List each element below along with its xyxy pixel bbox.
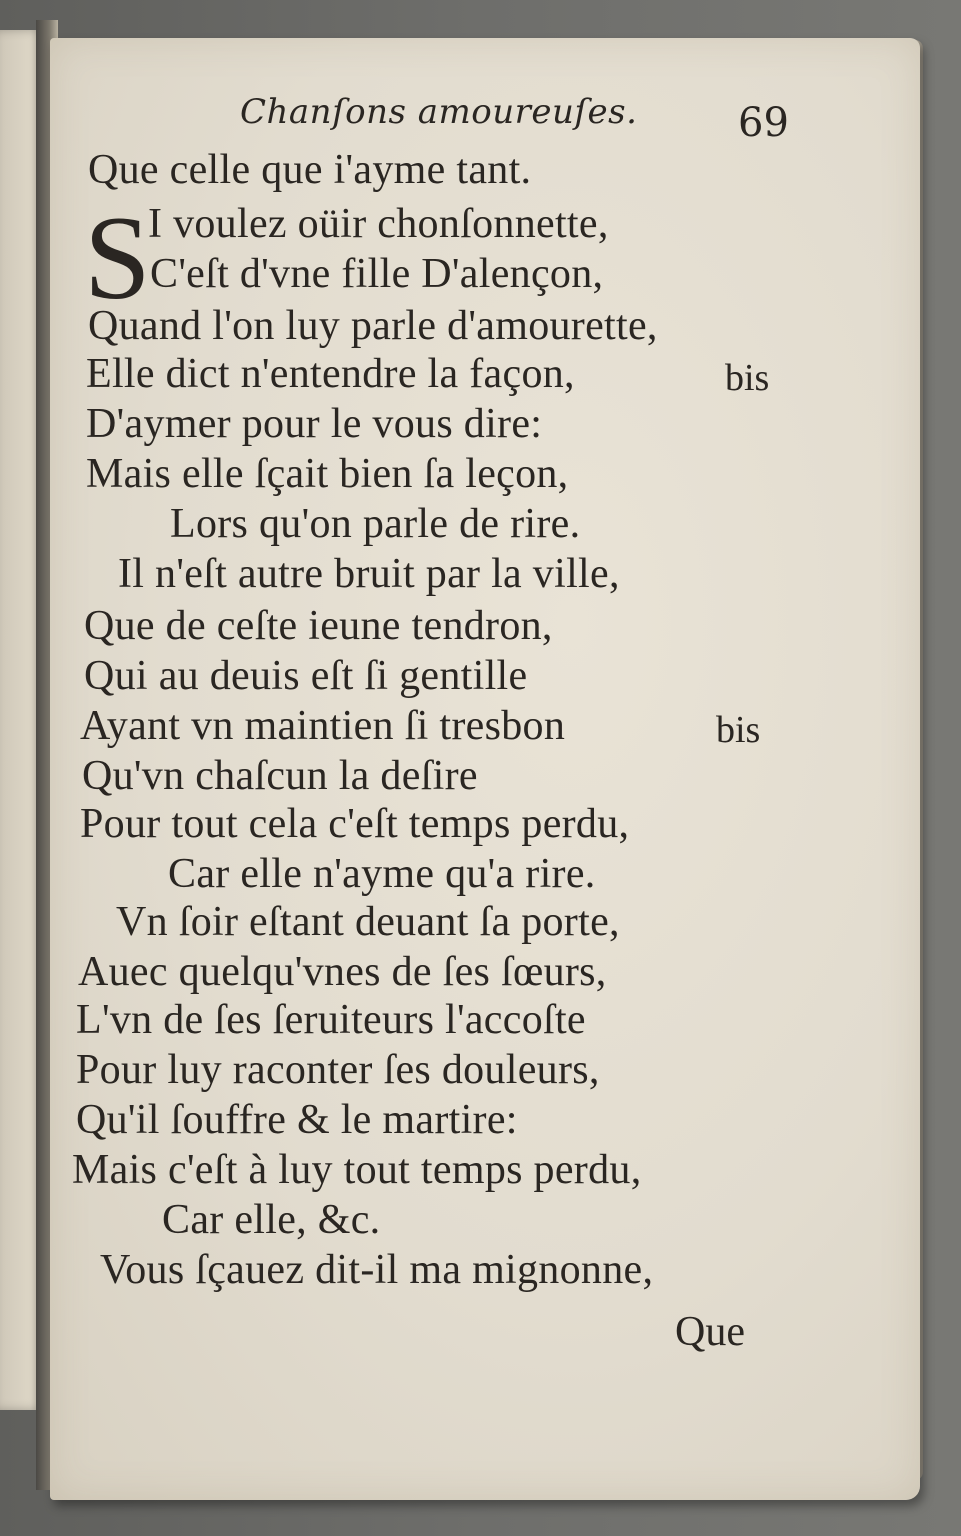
verse-line: Lors qu'on parle de rire.: [170, 501, 581, 547]
running-header: Chanſons amoureuſes.: [240, 92, 638, 132]
verse-line: Qu'vn chaſcun la deſire: [82, 753, 478, 799]
verse-line: Pour luy raconter ſes douleurs,: [76, 1047, 600, 1093]
verse-line: Qu'il ſouffre & le martire:: [76, 1097, 518, 1143]
verse-line: Vous ſçauez dit-il ma mignonne,: [100, 1247, 654, 1293]
verse-line: Car elle, &c.: [162, 1197, 381, 1243]
catchword: Que: [675, 1309, 745, 1355]
verse-line: C'eſt d'vne fille D'alençon,: [150, 251, 604, 297]
verse-line: Vn ſoir eſtant deuant ſa porte,: [116, 899, 620, 945]
verse-line: Pour tout cela c'eſt temps perdu,: [80, 801, 630, 847]
verse-line: Ayant vn maintien ſi tresbon: [80, 703, 566, 749]
margin-note-bis: bis: [716, 709, 761, 751]
verse-line: L'vn de ſes ſeruiteurs l'accoſte: [76, 997, 586, 1043]
verse-line: Car elle n'ayme qu'a rire.: [168, 851, 596, 897]
verse-line: Que celle que i'ayme tant.: [88, 147, 532, 193]
verse-line: Mais elle ſçait bien ſa leçon,: [86, 451, 569, 497]
verse-line: Quand l'on luy parle d'amourette,: [88, 303, 658, 349]
verse-line: Elle dict n'entendre la façon,: [86, 351, 575, 397]
page-number: 69: [738, 100, 789, 146]
drop-cap: S: [84, 191, 151, 324]
verse-line: D'aymer pour le vous dire:: [86, 401, 543, 447]
verse-line: Auec quelqu'vnes de ſes ſœurs,: [78, 949, 607, 995]
verse-line: Que de ceſte ieune tendron,: [84, 603, 553, 649]
verse-line: Qui au deuis eſt ſi gentille: [84, 653, 528, 699]
verse-line: Mais c'eſt à luy tout temps perdu,: [72, 1147, 642, 1193]
verse-line: Il n'eſt autre bruit par la ville,: [118, 551, 620, 597]
verse-line: I voulez oüir chonſonnette,: [148, 201, 609, 247]
margin-note-bis: bis: [725, 357, 770, 399]
